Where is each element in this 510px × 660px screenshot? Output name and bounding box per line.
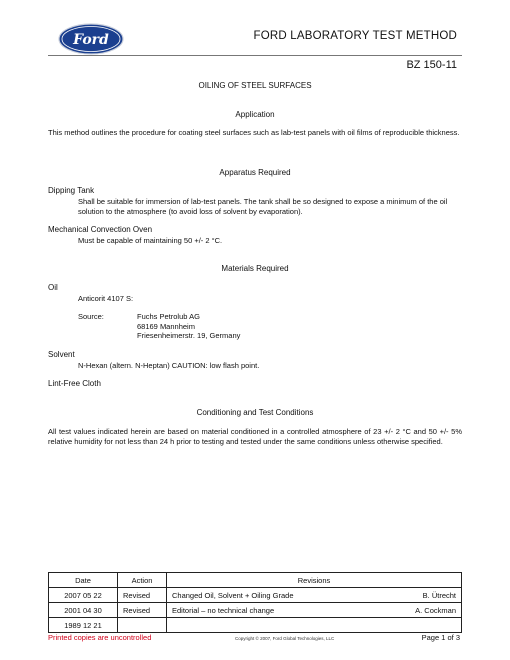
materials-heading: Materials Required [221,264,289,273]
conditioning-text: All test values indicated herein are based on material conditioned in a controlled atmosphere of 23 +/- 2 °C and 50 +/- 5% relative humidity for not less than 24 h prior to testing and tested under the same conditions unless otherwise specified. [48,427,462,446]
revision-author: B. Ütrecht [422,590,456,600]
ford-logo [58,23,124,55]
solvent-term: Solvent [48,350,75,359]
revision-cell [167,588,462,603]
action-header: Action [118,573,167,588]
header-title: FORD LABORATORY TEST METHOD [253,30,457,42]
source-line: Friesenheimerstr. 19, Germany [137,331,241,341]
revision-date: 2007 05 22 [49,588,118,603]
conditioning-heading: Conditioning and Test Conditions [196,408,314,417]
document-code: BZ 150-11 [406,59,457,71]
revisions-header: Revisions [167,573,462,588]
page-number: Page 1 of 3 [421,633,460,642]
revision-action [118,618,167,633]
revision-author: A. Cockman [415,605,456,615]
dipping-tank-desc: Shall be suitable for immersion of lab-test panels. The tank shall be so designed to expose a minimum of the oil solution to the atmosphere (to avoid loss of solvent by evaporation). [78,197,448,216]
document-title: OILING OF STEEL SURFACES [198,81,312,90]
oil-term: Oil [48,283,58,292]
source-address [137,312,240,341]
apparatus-heading: Apparatus Required [219,168,291,177]
application-heading: Application [235,110,275,119]
dipping-tank-term: Dipping Tank [48,186,95,195]
revision-date: 1989 12 21 [49,618,118,633]
date-header: Date [49,573,118,588]
source-line: Fuchs Petrolub AG [137,312,200,321]
uncontrolled-copy-notice: Printed copies are uncontrolled [48,633,152,642]
source-label: Source: [78,312,104,321]
cloth-term: Lint-Free Cloth [48,379,101,388]
revision-cell [167,618,462,633]
oven-term: Mechanical Convection Oven [48,225,153,234]
copyright-notice: Copyright © 2007, Ford Global Technologies, LLC [235,636,335,641]
ford-logo-text: Ford [73,32,109,48]
source-line: 68169 Mannheim [137,321,195,331]
revision-desc: Editorial – no technical change [172,605,275,615]
application-text: This method outlines the procedure for coating steel surfaces such as lab-test panels with oil films of reproducible thickness. [48,128,460,137]
revision-desc: Changed Oil, Solvent + Oiling Grade [172,590,294,600]
table-row [49,603,462,618]
revision-header-row [49,573,462,588]
table-row [49,588,462,603]
revision-action: Revised [118,588,167,603]
oven-desc: Must be capable of maintaining 50 +/- 2 °C. [78,236,223,245]
revision-table [48,572,462,633]
revision-action: Revised [118,603,167,618]
table-row [49,618,462,633]
revision-date: 2001 04 30 [49,603,118,618]
oil-name: Anticorit 4107 S: [78,294,134,303]
header-divider [48,55,462,56]
solvent-desc: N-Hexan (altern. N-Heptan) CAUTION: low flash point. [78,361,260,370]
revision-cell [167,603,462,618]
